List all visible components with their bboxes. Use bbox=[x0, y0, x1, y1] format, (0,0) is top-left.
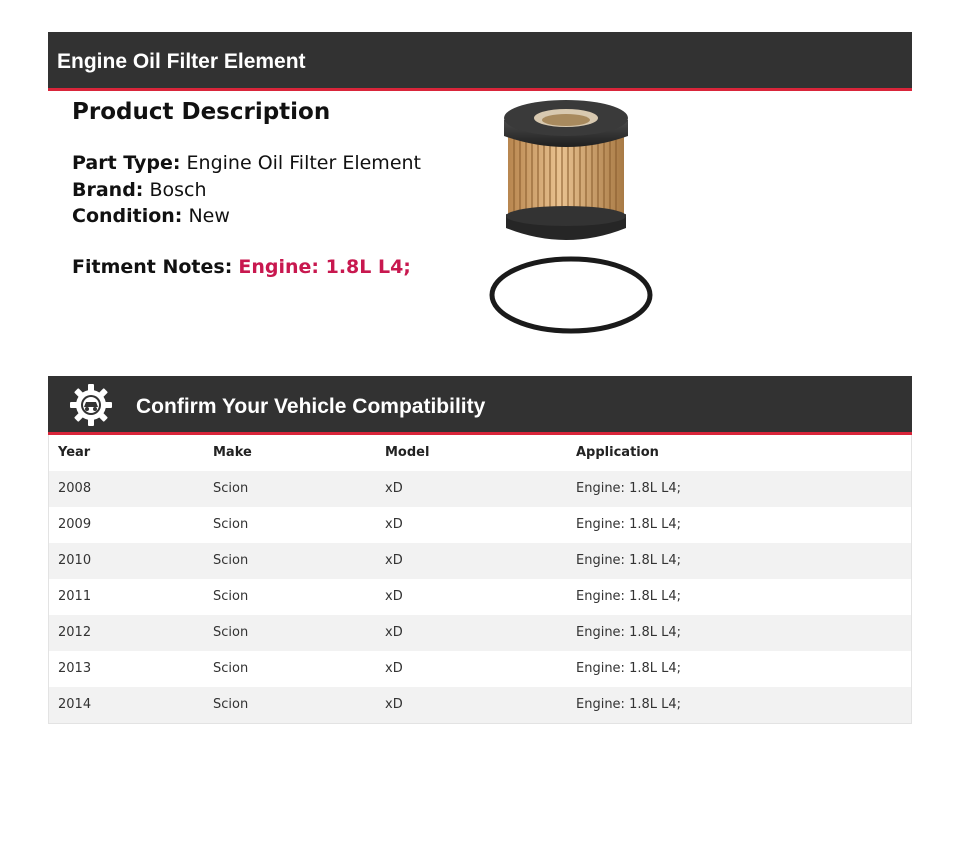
part-type-line bbox=[72, 150, 472, 177]
condition-label: Condition: bbox=[72, 205, 183, 227]
title-banner bbox=[48, 32, 912, 91]
application-cell: Engine: 1.8L L4; bbox=[576, 517, 682, 532]
description-heading: Product Description bbox=[72, 99, 331, 125]
year-cell: 2009 bbox=[58, 517, 92, 532]
table-row bbox=[49, 471, 911, 507]
product-description bbox=[72, 96, 472, 278]
table-row bbox=[49, 579, 911, 615]
table-row bbox=[49, 651, 911, 687]
application-cell: Engine: 1.8L L4; bbox=[576, 589, 682, 604]
condition-value: New bbox=[188, 205, 230, 227]
application-cell: Engine: 1.8L L4; bbox=[576, 661, 682, 676]
column-header-make: Make bbox=[213, 445, 252, 460]
brand-line bbox=[72, 177, 472, 204]
table-row bbox=[49, 615, 911, 651]
brand-value: Bosch bbox=[149, 178, 207, 201]
part-type-label: Part Type: bbox=[72, 152, 181, 174]
gear-car-icon bbox=[70, 384, 112, 426]
make-cell: Scion bbox=[213, 697, 249, 712]
year-cell: 2008 bbox=[58, 481, 92, 496]
application-cell: Engine: 1.8L L4; bbox=[576, 481, 682, 496]
column-header-model: Model bbox=[385, 445, 430, 460]
column-header-year: Year bbox=[58, 445, 91, 460]
table-row bbox=[49, 507, 911, 543]
make-cell: Scion bbox=[213, 481, 249, 496]
table-header-row bbox=[49, 435, 911, 471]
application-cell: Engine: 1.8L L4; bbox=[576, 553, 682, 568]
make-cell: Scion bbox=[213, 553, 249, 568]
model-cell: xD bbox=[385, 517, 403, 532]
brand-label: Brand: bbox=[72, 178, 144, 201]
fitment-notes bbox=[72, 256, 472, 278]
year-cell: 2011 bbox=[58, 589, 92, 604]
application-cell: Engine: 1.8L L4; bbox=[576, 697, 682, 712]
model-cell: xD bbox=[385, 625, 403, 640]
part-type-value: Engine Oil Filter Element bbox=[186, 152, 421, 174]
column-header-application: Application bbox=[576, 445, 659, 460]
year-cell: 2013 bbox=[58, 661, 92, 676]
model-cell: xD bbox=[385, 661, 403, 676]
model-cell: xD bbox=[385, 481, 403, 496]
make-cell: Scion bbox=[213, 589, 249, 604]
compatibility-title: Confirm Your Vehicle Compatibility bbox=[136, 395, 486, 418]
compatibility-table bbox=[48, 435, 912, 724]
application-cell: Engine: 1.8L L4; bbox=[576, 625, 682, 640]
fitment-label: Fitment Notes: bbox=[72, 255, 233, 278]
fitment-value: Engine: 1.8L L4; bbox=[238, 255, 411, 278]
make-cell: Scion bbox=[213, 625, 249, 640]
year-cell: 2014 bbox=[58, 697, 92, 712]
table-row bbox=[49, 543, 911, 579]
make-cell: Scion bbox=[213, 661, 249, 676]
model-cell: xD bbox=[385, 589, 403, 604]
oil-filter-image bbox=[484, 96, 660, 340]
table-row bbox=[49, 687, 911, 723]
page-title: Engine Oil Filter Element bbox=[57, 50, 306, 73]
year-cell: 2012 bbox=[58, 625, 92, 640]
condition-line bbox=[72, 203, 472, 230]
compatibility-banner bbox=[48, 376, 912, 435]
make-cell: Scion bbox=[213, 517, 249, 532]
model-cell: xD bbox=[385, 553, 403, 568]
model-cell: xD bbox=[385, 697, 403, 712]
year-cell: 2010 bbox=[58, 553, 92, 568]
